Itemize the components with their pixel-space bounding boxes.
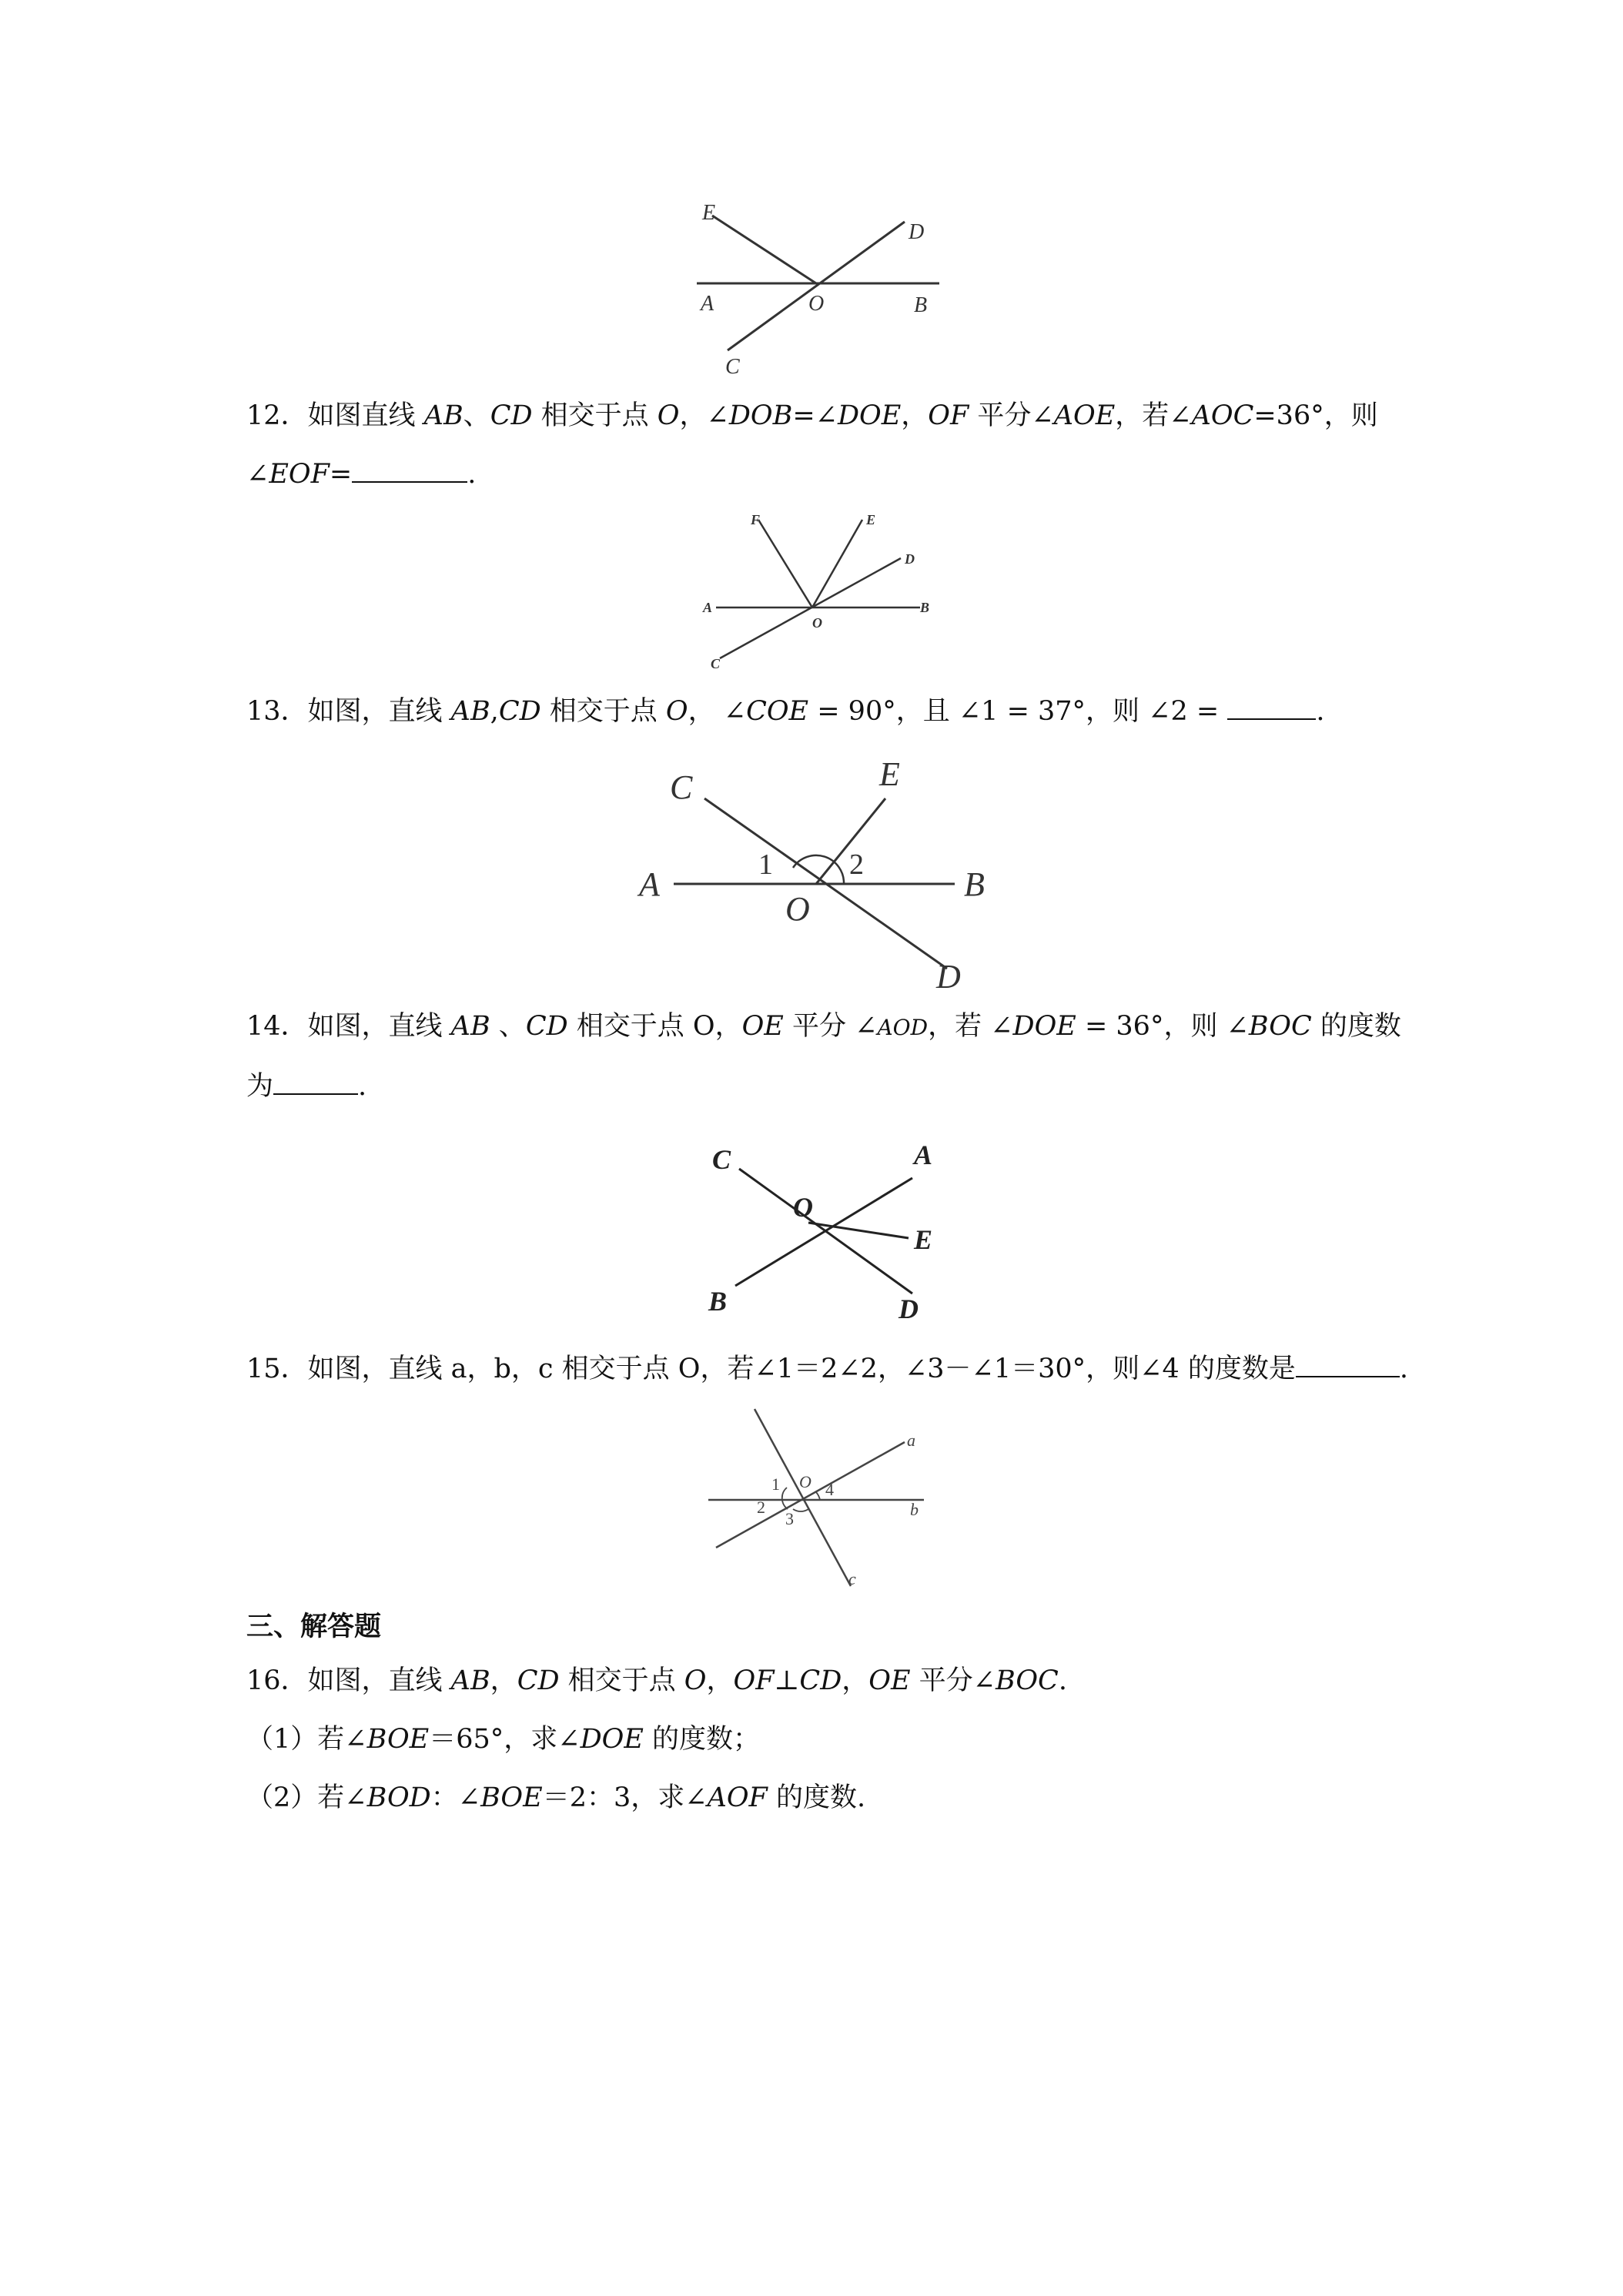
answer-blank-14[interactable] bbox=[273, 1069, 358, 1095]
question-13: 13．如图，直线 AB,CD 相交于点 O， ∠COE = 90°，且 ∠1 = 37°，则 ∠2 = . bbox=[246, 682, 1386, 741]
figure-q14 bbox=[697, 1132, 974, 1324]
label-angle-3: 3 bbox=[785, 1509, 794, 1528]
label-C: C bbox=[711, 656, 721, 671]
label-O: O bbox=[812, 615, 822, 631]
answer-blank-12[interactable] bbox=[352, 457, 467, 483]
figure-q12 bbox=[697, 504, 943, 674]
label-B: B bbox=[914, 293, 928, 317]
label-O: O bbox=[808, 292, 825, 316]
label-A: A bbox=[639, 865, 660, 903]
label-angle-4: 4 bbox=[825, 1480, 834, 1499]
label-angle-1: 1 bbox=[758, 848, 773, 881]
label-A: A bbox=[701, 292, 714, 316]
figure-q13 bbox=[631, 751, 1032, 997]
answer-blank-15[interactable] bbox=[1296, 1351, 1400, 1377]
label-D: D bbox=[899, 1294, 919, 1324]
label-C: C bbox=[712, 1144, 731, 1175]
label-B: B bbox=[964, 865, 985, 903]
label-O: O bbox=[799, 1472, 812, 1491]
label-E: E bbox=[914, 1224, 933, 1255]
label-B: B bbox=[920, 600, 930, 615]
question-15: 15．如图，直线 a，b，c 相交于点 O，若∠1＝2∠2，∠3－∠1＝30°，则∠4 的度数是 . bbox=[246, 1340, 1386, 1398]
subquestion-1: （1）若∠BOE＝65°，求∠DOE 的度数； bbox=[246, 1724, 761, 1755]
label-E: E bbox=[866, 512, 876, 527]
label-C: C bbox=[725, 355, 740, 379]
label-A: A bbox=[703, 600, 713, 615]
label-F: F bbox=[751, 512, 761, 527]
label-b: b bbox=[910, 1500, 919, 1519]
label-c: c bbox=[848, 1569, 856, 1588]
label-E: E bbox=[702, 201, 716, 225]
label-E: E bbox=[879, 755, 900, 793]
label-D: D bbox=[936, 958, 961, 996]
label-B: B bbox=[708, 1286, 728, 1317]
figure-q11 bbox=[685, 196, 947, 381]
label-angle-1: 1 bbox=[771, 1474, 780, 1494]
label-D: D bbox=[909, 220, 925, 244]
label-angle-2: 2 bbox=[849, 848, 864, 881]
label-O: O bbox=[793, 1192, 813, 1223]
subquestion-2: （2）若∠BOD：∠BOE＝2：3，求∠AOF 的度数. bbox=[246, 1782, 866, 1813]
label-D: D bbox=[905, 551, 915, 567]
label-angle-2: 2 bbox=[757, 1498, 765, 1517]
question-16: 16．如图，直线 AB，CD 相交于点 O，OF⊥CD，OE 平分∠BOC. （1）若∠BOE＝65°，求∠DOE 的度数； （2）若∠BOD：∠BOE＝2：3，求∠AOF 的度数. bbox=[246, 1665, 1067, 1813]
question-12: 12．如图直线 AB、CD 相交于点 O，∠DOB=∠DOE，OF 平分∠AOE，若∠AOC=36°，则 ∠EOF= . bbox=[246, 400, 1378, 490]
label-C: C bbox=[670, 768, 693, 806]
answer-blank-13[interactable] bbox=[1227, 694, 1316, 720]
label-A: A bbox=[914, 1140, 933, 1170]
label-O: O bbox=[785, 890, 810, 928]
section-heading: 三、解答题 bbox=[246, 1611, 382, 1642]
figure-q15 bbox=[701, 1401, 947, 1602]
label-a: a bbox=[907, 1431, 915, 1450]
question-14: 14．如图，直线 AB 、CD 相交于点 O，OE 平分 ∠AOD，若 ∠DOE = 36°，则 ∠BOC 的度数 为 . bbox=[246, 1011, 1401, 1102]
